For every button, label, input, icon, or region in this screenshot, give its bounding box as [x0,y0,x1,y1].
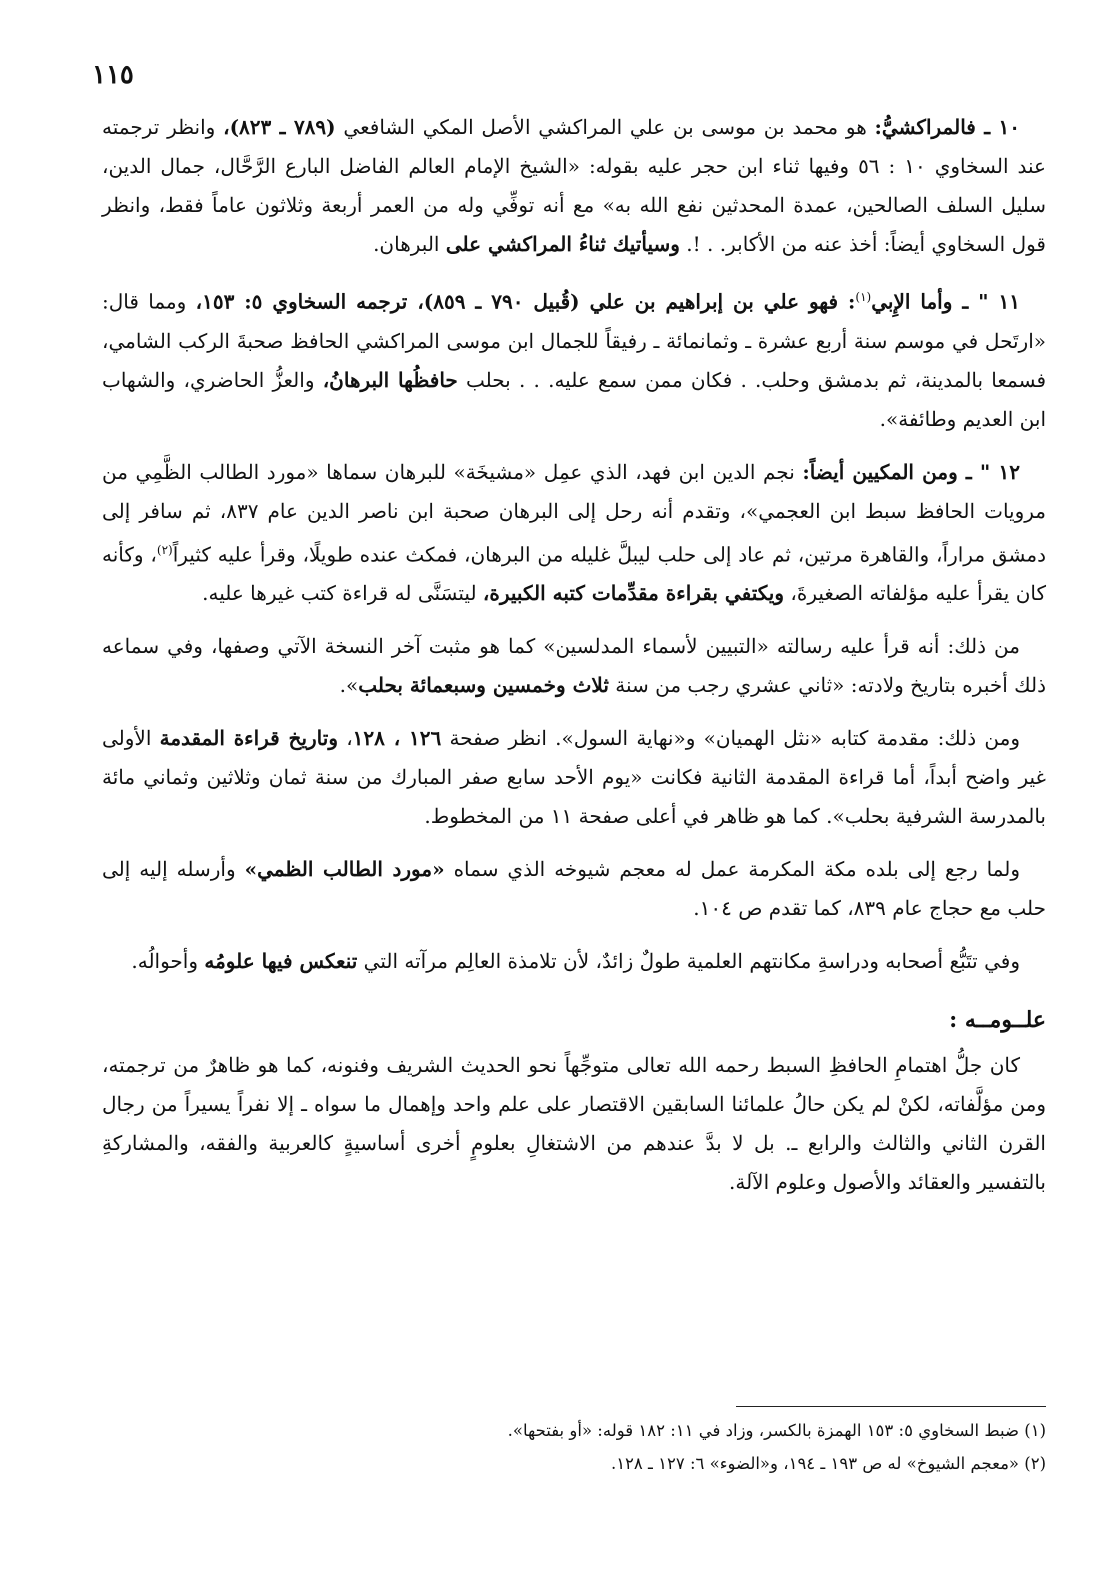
bold-phrase: حافظُها البرهانُ، [322,367,458,392]
bold-pages: ١٢٦ ، ١٢٨ [352,726,442,751]
paragraph-text: ولما رجع إلى بلده مكة المكرمة عمل له معجم شيوخه الذي سماه [444,857,1020,882]
paragraph-text: ليتسَنَّى له قراءة كتب غيرها عليه. [202,581,483,606]
paragraph-text: ». [339,673,359,698]
main-text [102,108,1046,1216]
paragraph-text: هو محمد بن موسى بن علي المراكشي الأصل المكي الشافعي [335,115,875,139]
paragraph-text: ، [338,726,353,751]
paragraph-text: وأرسله إليه إلى حلب مع حجاج عام ٨٣٩، كما تقدم ص ١٠٤. [102,857,1046,921]
paragraph-text: وانظر ترجمته عند السخاوي ١٠ : ٥٦ وفيها ثناء ابن حجر عليه بقوله: «الشيخ الإمام العالم الفاضل البارع الرَّحَّال، جمال الدين، سليل السلف الصالحين، عمدة المحدثين نفع الله به» مع أنه توفِّي وله من العمر أربعة وثلاثون عاماً فقط، وانظر قول السخاوي أيضاً: أخذ عنه من الأكابر. . !. [102,115,1046,256]
entry-heading: ١١ " ـ وأما الإِبي [871,289,1020,314]
paragraph-tabyin [102,627,1046,705]
paragraph-text: البرهان. [373,232,446,256]
paragraph-text: نجم الدين ابن فهد، الذي عمِل «مشيخَة» للبرهان سماها «مورد الطالب الظَّمِي من مرويات الحافظ سبط ابن العجمي»، وتقدم أنه رحل إلى البرهان صحبة ابن ناصر الدين عام ٨٣٧، ثم سافر إلى دمشق مراراً، والقاهرة مرتين، ثم عاد إلى حلب ليبلَّ غليله من البرهان، فمكث عنده طويلًا، وقرأ عليه كثيراً [102,459,1047,567]
paragraph-marrakushi [102,108,1046,264]
bold-phrase: تنعكس فيها علومُه [204,949,358,974]
paragraph-text: ومن ذلك: مقدمة كتابه «نثل الهميان» و«نهاية السول». انظر صفحة [441,726,1021,751]
footnote-ref[interactable]: (١) [855,290,872,304]
bold-phrase: ثلاث وخمسين وسبعمائة بحلب [358,673,609,698]
footnote-ref[interactable]: (٢) [156,542,173,557]
paragraph-mawrid [102,850,1046,928]
paragraph-makkiyin [102,453,1046,614]
entry-heading: ١٠ ـ فالمراكشيُّ: [874,115,1020,139]
paragraph-ulum [102,1046,1046,1202]
paragraph-text: ، وكأنه كان يقرأ عليه مؤلفاته الصغيرةَ، [102,542,1046,606]
bold-title: «مورد الطالب الظمي» [244,857,445,882]
paragraph-muqaddima [102,719,1046,836]
paragraph-text: الأولى غير واضح أبداً، أما قراءة المقدمة الثانية فكانت «يوم الأحد سابع صفر المبارك من سنة ثمان وثلاثين وثماني مائة بالمدرسة الشرفية بحلب». كما هو ظاهر في أعلى صفحة ١١ من المخطوط. [102,726,1046,829]
paragraph-text: من ذلك: أنه قرأ عليه رسالته «التبيين لأسماء المدلسين» كما هو مثبت آخر النسخة الآتي وصفها، وفي سماعه ذلك أخبره بتاريخ ولادته: «ثاني عشري رجب من سنة [102,634,1046,698]
entry-heading: ١٢ " ـ ومن المكيين أيضاً: [802,459,1021,484]
bold-dates: (٧٨٩ ـ ٨٢٣)، [223,115,336,139]
paragraph-ubbi [102,278,1046,439]
bold-phrase: وسيأتيك ثناءُ المراكشي على [445,232,680,256]
bold-phrase: وتاريخ قراءة المقدمة [159,726,338,751]
paragraph-text: وأحوالُه. [131,949,205,974]
footnote-2: (٢) «معجم الشيوخ» له ص ١٩٣ ـ ١٩٤، و«الضوء» ٦: ١٢٧ ـ ١٢٨. [610,1454,1046,1473]
footnote-divider [736,1406,1046,1407]
paragraph-ashab [102,942,1046,981]
section-heading: علــومــه : [949,1007,1046,1034]
paragraph-text: : فهو علي بن إبراهيم بن علي (قُبيل ٧٩٠ ـ ٨٥٩)، ترجمه السخاوي ٥: ١٥٣، [195,289,856,314]
paragraph-text: ومما قال: «ارتَحل في موسم سنة أربع عشرة ـ وثمانمائة ـ رفيقاً للجمال ابن موسى المراكشي الحافظ صحبةَ الركب الشامي، فسمعا بالمدينة، ثم بدمشق وحلب. . فكان ممن سمع عليه. . . بحلب [102,289,1047,392]
footnote-1: (١) ضبط السخاوي ٥: ١٥٣ الهمزة بالكسر، وزاد في ١١: ١٨٢ قوله: «أو بفتحها». [507,1421,1046,1440]
bold-phrase: ويكتفي بقراءة مقدِّمات كتبه الكبيرة، [482,581,785,606]
paragraph-text: والعزُّ الحاضري، والشهاب ابن العديم وطائفة». [102,367,1046,431]
paragraph-text: وفي تتَبُّع أصحابه ودراسةِ مكانتهم العلمية طولٌ زائدٌ، لأن تلامذة العالِم مرآته التي [357,949,1020,974]
paragraph-text: كان جلُّ اهتمامِ الحافظِ السبط رحمه الله تعالى متوجِّهاً نحو الحديث الشريف وفنونه، كما هو ظاهرٌ من ترجمته، ومن مؤلَّفاته، لكنْ لم يكن حالُ علمائنا السابقين الاقتصار على علم واحد وإهمال ما سواه ـ إلا نفراً يسيراً من رجال القرن الثاني والثالث والرابع ـ. بل لا بدَّ عندهم من الاشتغالِ بعلومٍ أخرى أساسيةٍ كالعربية والفقه، والمشاركةِ بالتفسير والعقائد والأصول وعلوم الآلة. [102,1053,1046,1195]
footnotes [102,1414,1046,1480]
page-number: ١١٥ [92,60,134,90]
